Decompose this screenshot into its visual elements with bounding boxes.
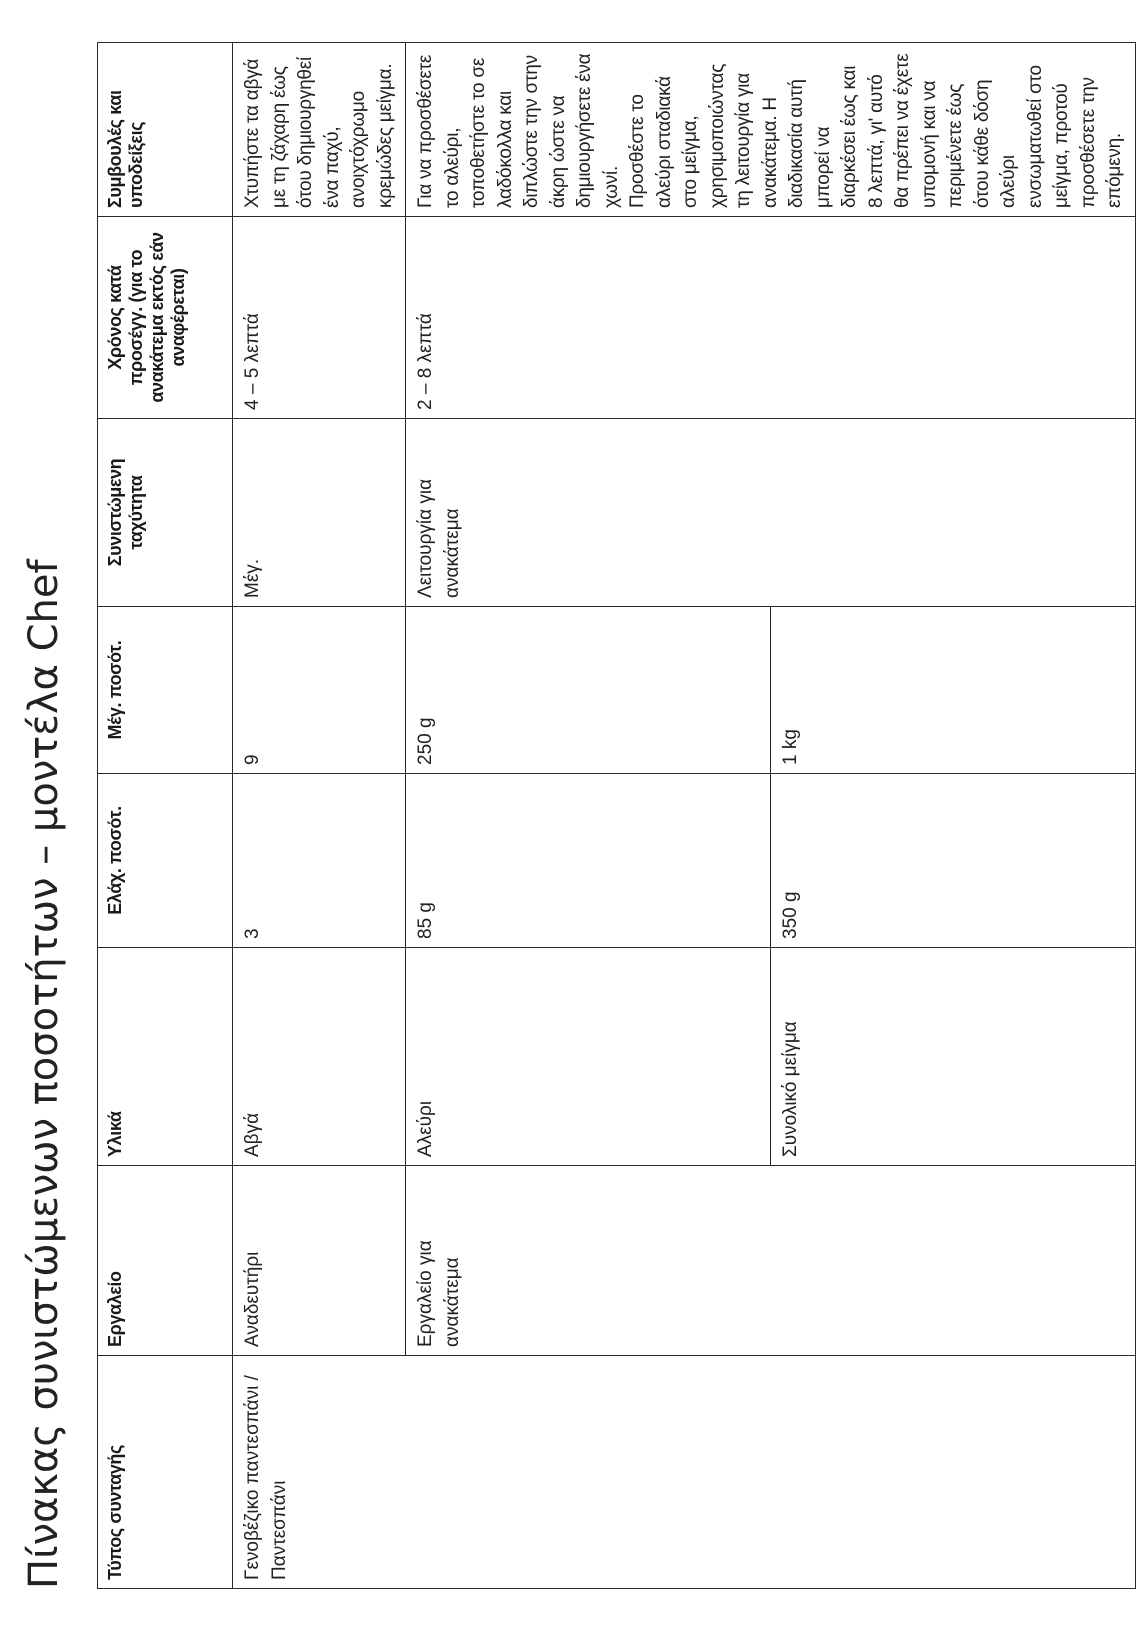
tips-paragraph: Για να προσθέσετε το αλεύρι, τοποθετήστε το σε λαδόκολλα και διπλώστε την στην άκρη ώστε να δημιουργήσετε ένα χωνί. [415,53,622,208]
speed-cell: Λειτουργία για ανακάτεμα [406,419,1136,607]
tool-cell: Εργαλείο για ανακάτεμα [406,1166,1136,1356]
header-max-qty: Μέγ. ποσότ. [98,607,233,774]
header-row [98,43,233,1589]
tips-paragraph: Προσθέστε το αλεύρι σταδιακά στο μείγμα, χρησιμοποιώντας τη λειτουργία για ανακάτεμα. Η διαδικασία αυτή μπορεί να διαρκέσει έως και 8 λεπτά, γι' αυτό θα πρέπει να έχετε υπομονή και να περιμένετε έως ότου κάθε δόση αλεύρι ενσωματωθεί στο μείγμα, προτού προσθέσετε την επόμενη. [627,53,1125,208]
table-row [233,43,406,1589]
header-tool: Εργαλείο [98,1166,233,1356]
header-time: Χρόνος κατά προσέγγ. (για το ανακάτεμα εκτός εάν αναφέρεται) [98,217,233,419]
ingredient-cell: Αλεύρι [406,948,771,1166]
max-qty-cell: 1 kg [770,607,1135,774]
min-qty-cell: 350 g [770,774,1135,948]
ingredient-cell: Αβγά [233,948,406,1166]
header-speed: Συνιστώμενη ταχύτητα [98,419,233,607]
recommended-quantities-table [97,42,1136,1589]
speed-cell: Μέγ. [233,419,406,607]
ingredient-cell: Συνολικό μείγμα [770,948,1135,1166]
page-title: Πίνακας συνιστώμενων ποσοτήτων – μοντέλα Chef [21,559,67,1589]
recipe-type-cell: Γενοβέζικο παντεσπάνι / Παντεσπάνι [233,1356,1136,1589]
header-ingredients: Υλικά [98,948,233,1166]
tips-cell [406,43,1136,217]
max-qty-cell: 250 g [406,607,771,774]
time-cell: 2 – 8 λεπτά [406,217,1136,419]
min-qty-cell: 3 [233,774,406,948]
tips-cell: Χτυπήστε τα αβγά με τη ζάχαρη έως ότου δημιουργηθεί ένα παχύ, ανοιχτόχρωμο κρεμώδες μείγμα. [233,43,406,217]
header-recipe-type: Τύπος συνταγής [98,1356,233,1589]
min-qty-cell: 85 g [406,774,771,948]
max-qty-cell: 9 [233,607,406,774]
header-tips: Συμβουλές και υποδείξεις [98,43,233,217]
time-cell: 4 – 5 λεπτά [233,217,406,419]
header-min-qty: Ελάχ. ποσότ. [98,774,233,948]
tool-cell: Αναδευτήρι [233,1166,406,1356]
